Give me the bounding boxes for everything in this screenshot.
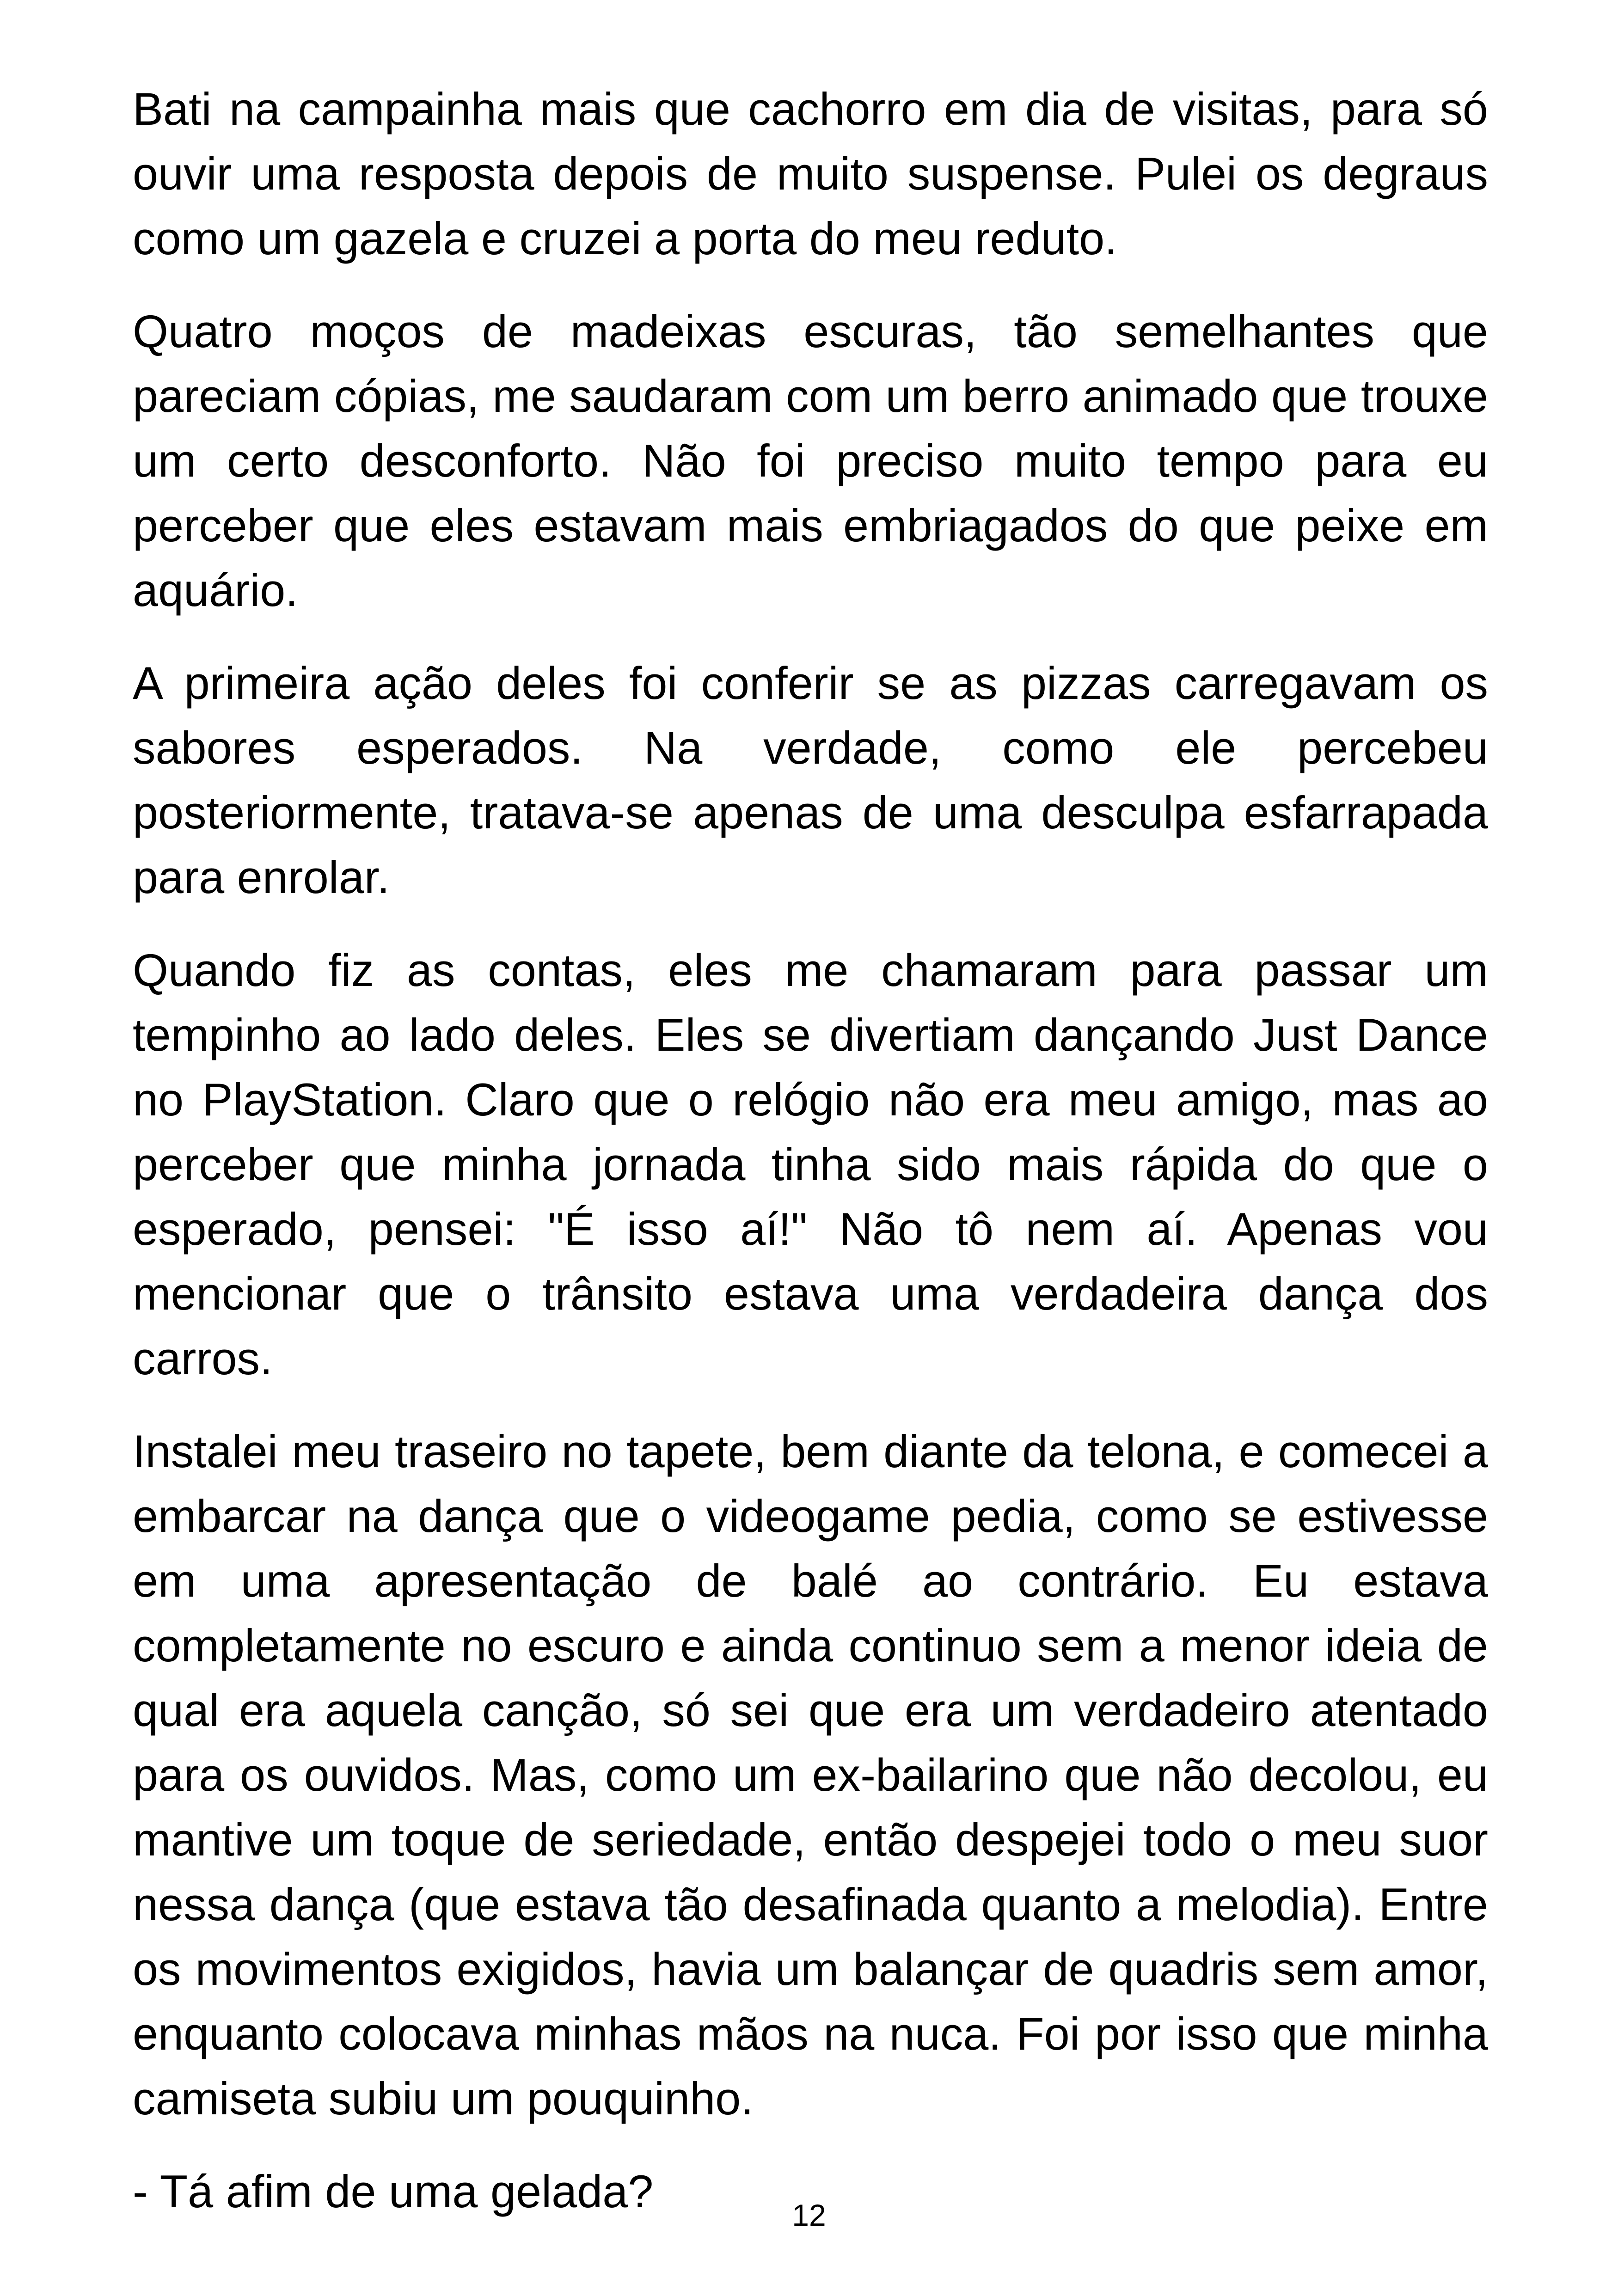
page-number: 12 [792,2198,826,2232]
paragraph: A primeira ação deles foi conferir se as pizzas carregavam os sabores esperados. Na verdade, como ele percebeu posteriormente, tratava-se apenas de uma desculpa esfarrapada para enrolar. [133,657,1488,903]
paragraph: Quando fiz as contas, eles me chamaram para passar um tempinho ao lado deles. Eles se divertiam dançando Just Dance no PlayStation. Claro que o relógio não era meu amigo, mas ao perceber que minha jornada tinha sido mais rápida do que o esperado, pensei: "É isso aí!" Não tô nem aí. Apenas vou mencionar que o trânsito estava uma verdadeira dança dos carros. [133,944,1488,1384]
dialogue-line: - Tá afim de uma gelada? [133,2166,654,2217]
paragraph: Quatro moços de madeixas escuras, tão semelhantes que pareciam cópias, me saudaram com um berro animado que trouxe um certo desconforto. Não foi preciso muito tempo para eu perceber que eles estavam mais embriagados do que peixe em aquário. [133,306,1488,616]
body-text [133,77,1488,2252]
paragraph: Instalei meu traseiro no tapete, bem diante da telona, e comecei a embarcar na dança que o videogame pedia, como se estivesse em uma apresentação de balé ao contrário. Eu estava completamente no escuro e ainda continuo sem a menor ideia de qual era aquela canção, só sei que era um verdadeiro atentado para os ouvidos. Mas, como um ex-bailarino que não decolou, eu mantive um toque de seriedade, então despejei todo o meu suor nessa dança (que estava tão desafinada quanto a melodia). Entre os movimentos exigidos, havia um balançar de quadris sem amor, enquanto colocava minhas mãos na nuca. Foi por isso que minha camiseta subiu um pouquinho. [133,1426,1488,2124]
paragraph: Bati na campainha mais que cachorro em dia de visitas, para só ouvir uma resposta depois de muito suspense. Pulei os degraus como um gazela e cruzei a porta do meu reduto. [133,83,1488,264]
